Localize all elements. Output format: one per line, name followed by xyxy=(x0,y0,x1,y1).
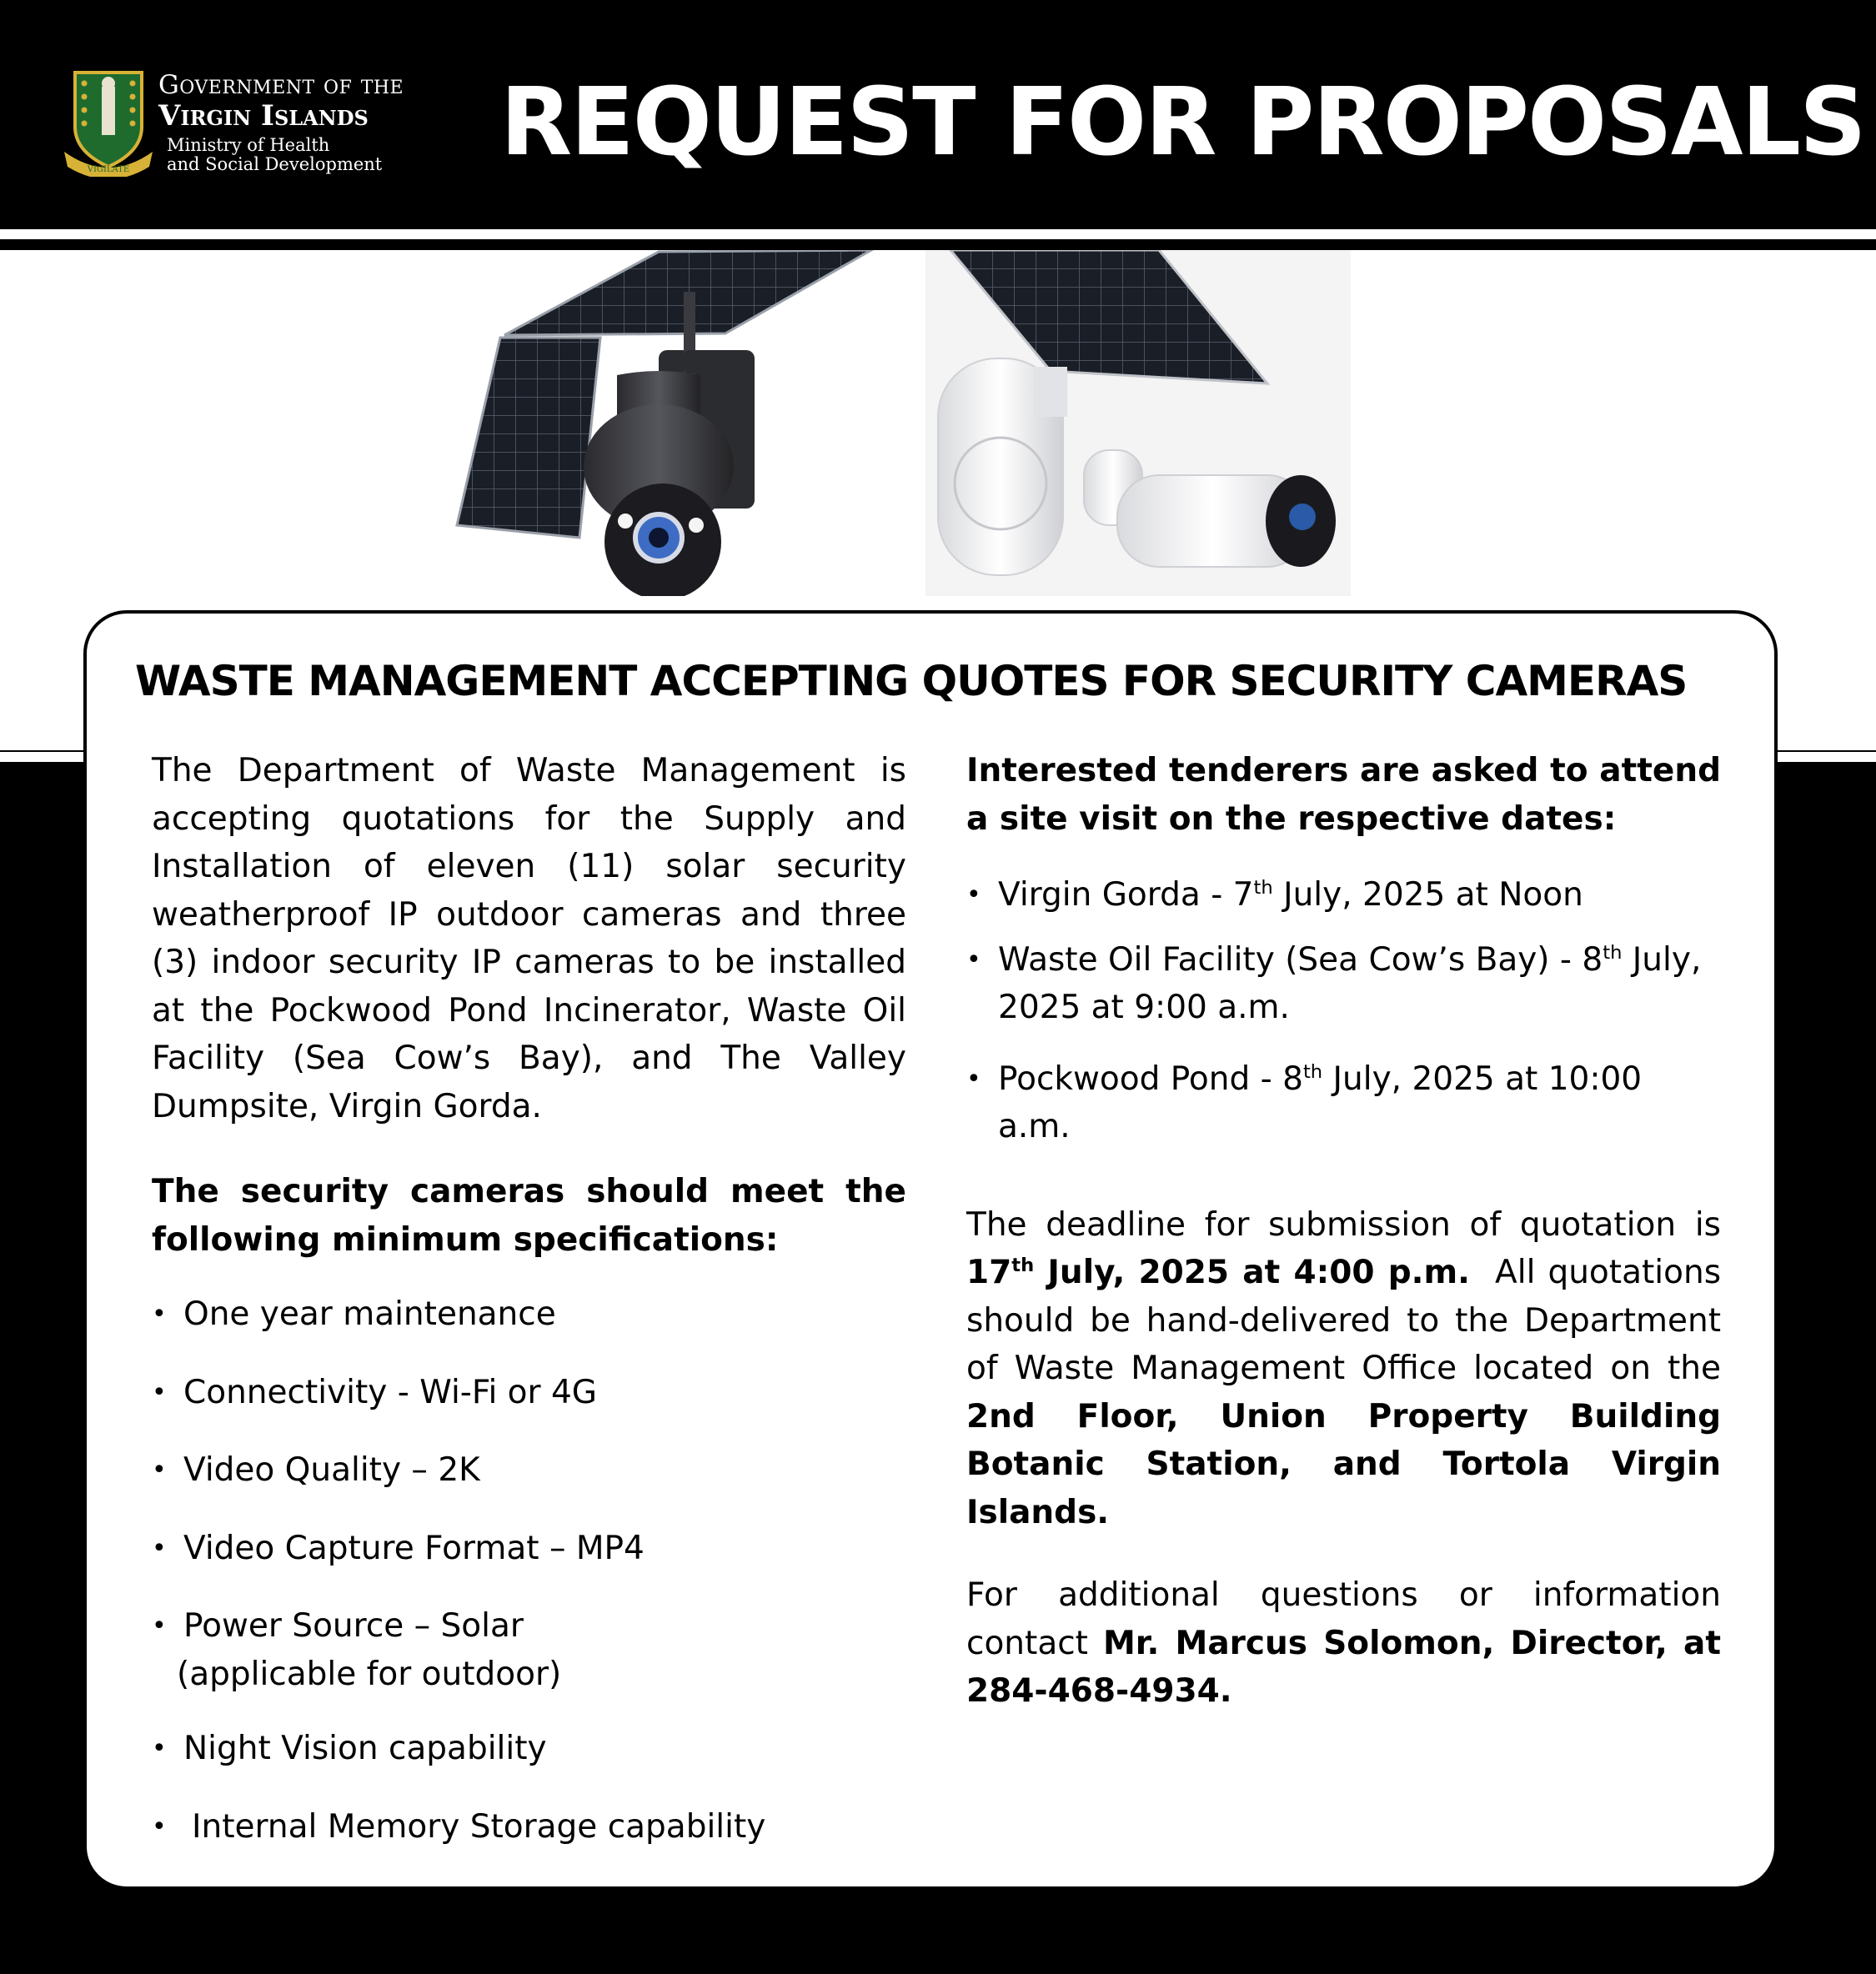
announcement-card xyxy=(83,610,1778,1890)
right-column xyxy=(966,747,1732,1716)
spec-item-note: (applicable for outdoor) xyxy=(177,1655,562,1693)
spec-item: • One year maintenance xyxy=(152,1290,906,1339)
site-visit-item: • Waste Oil Facility (Sea Cow’s Bay) - 8th July, 2025 at 9:00 a.m. xyxy=(966,936,1721,1032)
solar-bullet-camera-icon xyxy=(925,250,1351,596)
org-name-line2: Virgin Islands xyxy=(158,99,369,133)
spec-item: • Night Vision capability xyxy=(152,1725,906,1773)
intro-paragraph: The Department of Waste Management is accepting quotations for the Supply and Installation of eleven (11) solar security weatherproof IP outdoor cameras and three (3) indoor security IP cameras to be installed at the Pockwood Pond Incinerator, Waste Oil Facility (Sea Cow’s Bay), and The Valley Dumpsite, Virgin Gorda. xyxy=(152,752,906,1125)
specs-heading: The security cameras should meet the following minimum specifications: xyxy=(152,1173,906,1259)
site-visit-heading: Interested tenderers are asked to attend a site visit on the respective dates: xyxy=(966,752,1721,838)
spec-item: • Connectivity - Wi-Fi or 4G xyxy=(152,1369,906,1417)
left-divider xyxy=(0,752,83,762)
spec-item: • Video Capture Format – MP4 xyxy=(152,1525,906,1573)
coat-of-arms-icon xyxy=(63,68,154,177)
site-visit-item: • Virgin Gorda - 7th July, 2025 at Noon xyxy=(966,871,1721,919)
spec-item-line: Power Source – Solar xyxy=(183,1607,524,1645)
contact-paragraph: For additional questions or information contact Mr. Marcus Solomon, Director, at 284-468-4934. xyxy=(966,1576,1721,1710)
solar-ptz-camera-icon xyxy=(457,250,871,596)
spec-item: • Internal Memory Storage capability xyxy=(152,1803,906,1851)
deadline-paragraph: The deadline for submission of quotation is 17th July, 2025 at 4:00 p.m. All quotations should be hand-delivered to the Department of Waste Management Office located on the 2nd Floor, Union Property Building Botanic Station, and Tortola Virgin Islands. xyxy=(966,1205,1732,1531)
ministry-line1: Ministry of Health xyxy=(167,135,330,155)
security-camera-photos xyxy=(450,250,1351,596)
crest-motto: VIGILATE xyxy=(87,165,130,174)
spec-item xyxy=(152,1602,906,1698)
right-divider xyxy=(1778,752,1876,762)
spec-item: • Video Quality – 2K xyxy=(152,1446,906,1495)
site-visit-list xyxy=(966,871,1721,1151)
card-heading: WASTE MANAGEMENT ACCEPTING QUOTES FOR SECURITY CAMERAS xyxy=(135,657,1688,705)
header-divider xyxy=(0,229,1876,239)
org-name-line1: Government of the xyxy=(158,70,404,100)
page-title: REQUEST FOR PROPOSALS xyxy=(500,68,1865,177)
left-column xyxy=(152,747,906,1851)
government-logo xyxy=(63,68,429,177)
ministry-line2: and Social Development xyxy=(167,154,383,174)
specs-list xyxy=(152,1290,906,1851)
site-visit-item: • Pockwood Pond - 8th July, 2025 at 10:00 a.m. xyxy=(966,1055,1721,1151)
